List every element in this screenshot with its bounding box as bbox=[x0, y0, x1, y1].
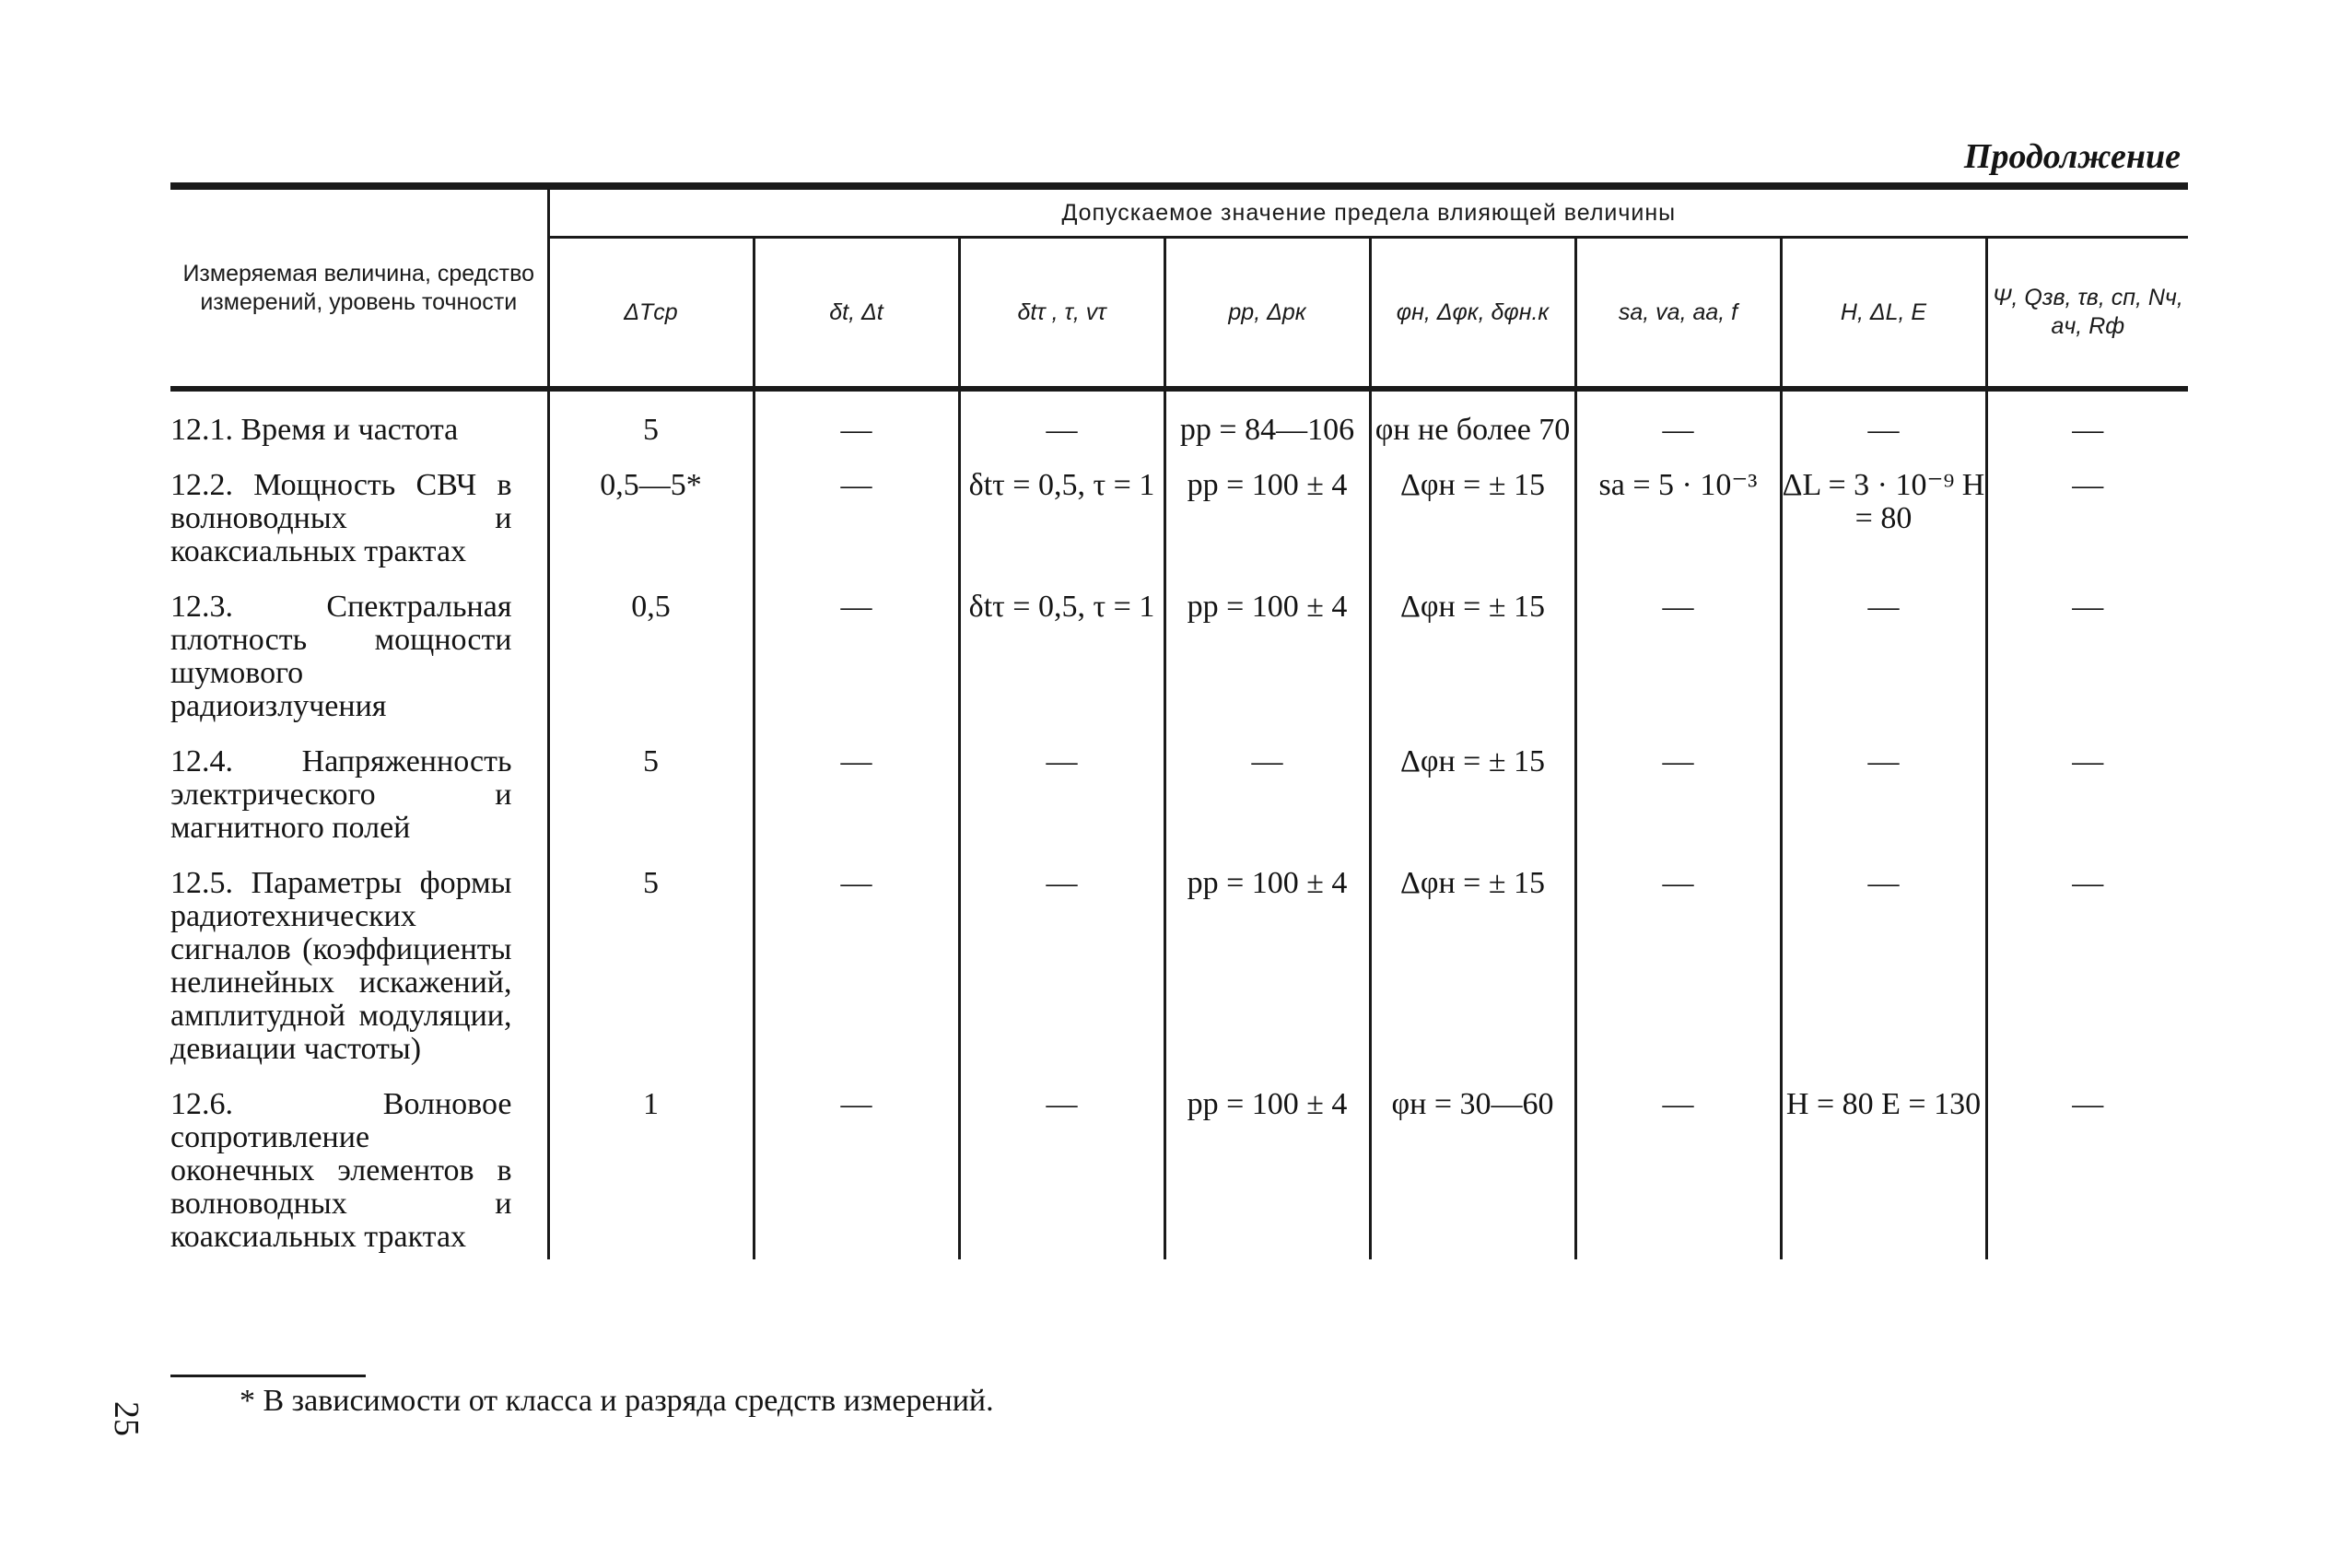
footnote: * В зависимости от класса и разряда средств измерений. bbox=[240, 1384, 994, 1418]
table-row bbox=[170, 447, 2188, 568]
table-cell: — bbox=[1986, 568, 2188, 723]
table-cell: 1 bbox=[548, 1066, 754, 1259]
column-header: sа, vа, aа, f bbox=[1575, 238, 1781, 390]
table-row bbox=[170, 389, 2188, 447]
tolerance-table bbox=[170, 182, 2188, 1259]
row-name: 12.6. Волновое сопротивление оконечных элементов в волноводных и коаксиальных трактах bbox=[170, 1087, 512, 1254]
row-name: 12.4. Напряженность электрического и магнитного полей bbox=[170, 744, 512, 845]
table-cell: — bbox=[754, 723, 959, 845]
table-cell: — bbox=[1986, 723, 2188, 845]
table-cell: — bbox=[754, 389, 959, 447]
table-cell: — bbox=[1986, 447, 2188, 568]
table-cell: H = 80 E = 130 bbox=[1781, 1066, 1986, 1259]
table-cell: — bbox=[754, 845, 959, 1066]
table-cell: — bbox=[1164, 723, 1370, 845]
column-header: pр, Δpк bbox=[1164, 238, 1370, 390]
table-cell: — bbox=[1986, 389, 2188, 447]
table-cell: — bbox=[959, 723, 1164, 845]
table-cell: pр = 100 ± 4 bbox=[1164, 845, 1370, 1066]
table-cell: φн не более 70 bbox=[1370, 389, 1575, 447]
column-header: δt, Δt bbox=[754, 238, 959, 390]
table-cell: — bbox=[1986, 1066, 2188, 1259]
table-cell: 0,5 bbox=[548, 568, 754, 723]
table-cell: δtτ = 0,5, τ = 1 bbox=[959, 447, 1164, 568]
table-cell: sа = 5 · 10⁻³ bbox=[1575, 447, 1781, 568]
table-cell: — bbox=[1781, 389, 1986, 447]
table-cell: 0,5—5* bbox=[548, 447, 754, 568]
table-cell: — bbox=[1575, 568, 1781, 723]
table-cell: 5 bbox=[548, 723, 754, 845]
table-cell: — bbox=[1575, 389, 1781, 447]
header-group-title: Допускаемое значение предела влияющей величины bbox=[548, 186, 2188, 238]
table-cell: pр = 100 ± 4 bbox=[1164, 447, 1370, 568]
table-cell: — bbox=[959, 845, 1164, 1066]
column-header: φн, Δφк, δφн.к bbox=[1370, 238, 1575, 390]
row-name: 12.2. Мощность СВЧ в волноводных и коаксиальных трактах bbox=[170, 468, 512, 568]
table-cell: ΔL = 3 · 10⁻⁹ H = 80 bbox=[1781, 447, 1986, 568]
table-cell: pр = 84—106 bbox=[1164, 389, 1370, 447]
table-cell: — bbox=[1781, 568, 1986, 723]
table-cell: Δφн = ± 15 bbox=[1370, 845, 1575, 1066]
table-cell: — bbox=[959, 389, 1164, 447]
row-name: 12.5. Параметры формы радиотехнических сигналов (коэффициенты нелинейных искажений, амплитудной модуляции, девиации частоты) bbox=[170, 866, 512, 1066]
column-header: ΔTср bbox=[548, 238, 754, 390]
table-cell: — bbox=[1781, 723, 1986, 845]
table-cell: — bbox=[754, 447, 959, 568]
table-row bbox=[170, 723, 2188, 845]
table-cell: 5 bbox=[548, 845, 754, 1066]
footnote-rule bbox=[170, 1375, 366, 1377]
table-cell: — bbox=[754, 1066, 959, 1259]
table-cell: φн = 30—60 bbox=[1370, 1066, 1575, 1259]
table-cell: — bbox=[1575, 1066, 1781, 1259]
table-row bbox=[170, 845, 2188, 1066]
header-measured-quantity: Измеряемая величина, средство измерений, уровень точности bbox=[170, 186, 548, 389]
table-cell: — bbox=[1575, 845, 1781, 1066]
continued-label: Продолжение bbox=[1963, 137, 2181, 176]
table-cell: Δφн = ± 15 bbox=[1370, 447, 1575, 568]
table-cell: pр = 100 ± 4 bbox=[1164, 568, 1370, 723]
row-name: 12.3. Спектральная плотность мощности шумового радиоизлучения bbox=[170, 590, 512, 723]
page-number: 25 bbox=[107, 1401, 146, 1436]
table-row bbox=[170, 1066, 2188, 1259]
column-header: δtτ , τ, vτ bbox=[959, 238, 1164, 390]
table-cell: Δφн = ± 15 bbox=[1370, 568, 1575, 723]
table-cell: — bbox=[959, 1066, 1164, 1259]
row-name: 12.1. Время и частота bbox=[170, 413, 459, 447]
column-header: Ψ, Qзв, τв, cп, Nч, aч, Rф bbox=[1986, 238, 2188, 390]
table-cell: — bbox=[1781, 845, 1986, 1066]
table-cell: — bbox=[754, 568, 959, 723]
table-cell: — bbox=[1986, 845, 2188, 1066]
table-cell: Δφн = ± 15 bbox=[1370, 723, 1575, 845]
table-cell: — bbox=[1575, 723, 1781, 845]
table-row bbox=[170, 568, 2188, 723]
table-cell: δtτ = 0,5, τ = 1 bbox=[959, 568, 1164, 723]
table-cell: pр = 100 ± 4 bbox=[1164, 1066, 1370, 1259]
column-header: H, ΔL, E bbox=[1781, 238, 1986, 390]
table-cell: 5 bbox=[548, 389, 754, 447]
